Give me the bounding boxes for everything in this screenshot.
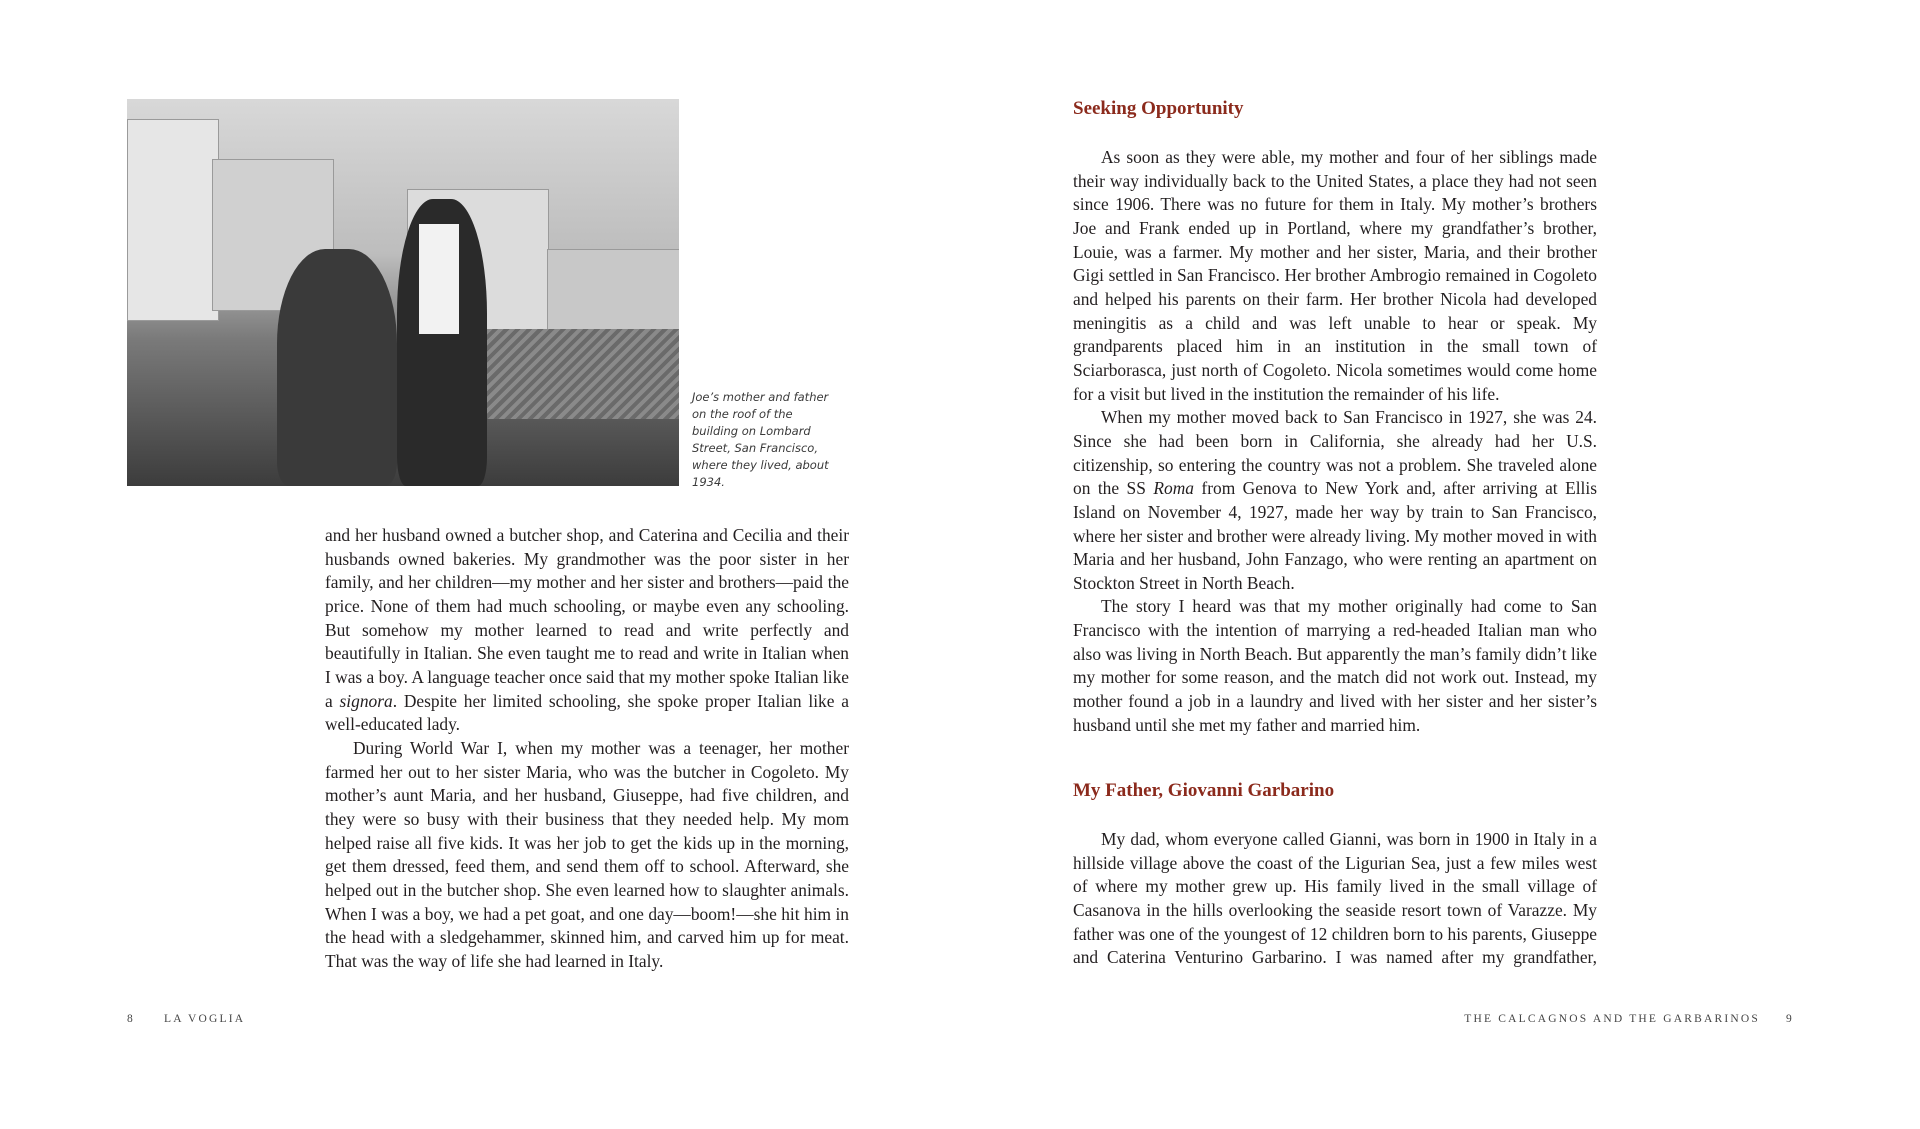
page-number: 8 <box>127 1013 135 1025</box>
running-head: LA VOGLIA <box>164 1013 246 1025</box>
right-body-text-2 <box>1073 828 1597 970</box>
running-head: THE CALCAGNOS AND THE GARBARINOS <box>1464 1013 1760 1025</box>
section-heading: Seeking Opportunity <box>1073 98 1244 119</box>
paragraph: and her husband owned a butcher shop, and Caterina and Cecilia and their husbands owned bakeries. My grandmother was the poor sister in her family, and her children—my mother and her sister and brothers—paid the price. None of them had much schooling, or maybe even any schooling. But somehow my mother learned to read and write perfectly and beautifully in Italian. She even taught me to read and write in Italian when I was a boy. A language teacher once said that my mother spoke Italian like a signora. Despite her limited schooling, she spoke proper Italian like a well-educated lady. <box>325 525 849 735</box>
paragraph: During World War I, when my mother was a teenager, her mother farmed her out to her sister Maria, who was the butcher in Cogoleto. My mother’s aunt Maria, and her husband, Giuseppe, had five children, and they were so busy with their business that they needed help. My mom helped raise all five kids. It was her job to get the kids up in the morning, get them dressed, feed them, and send them off to school. Afterward, she helped out in the butcher shop. She even learned how to slaughter animals. When I was a boy, we had a pet goat, and one day—boom!—she hit him in the head with a sledgehammer, skinned him, and carved him up for meat. That was the way of life she had learned in Italy. <box>325 737 849 971</box>
left-body-text <box>325 524 849 973</box>
section-heading: My Father, Giovanni Garbarino <box>1073 780 1335 801</box>
paragraph: My dad, whom everyone called Gianni, was born in 1900 in Italy in a hillside village above the coast of the Ligurian Sea, just a few miles west of where my mother grew up. His family lived in the small village of Casanova in the hills overlooking the seaside resort town of Varazze. My father was one of the youngest of 12 children born to his parents, Giuseppe and Caterina Venturino Garbarino. I was named after my grandfather, <box>1073 829 1597 968</box>
right-body-text-1 <box>1073 146 1597 737</box>
paragraph: When my mother moved back to San Francisco in 1927, she was 24. Since she had been born in California, she already had her U.S. citizenship, so entering the country was not a problem. She traveled alone on the SS Roma from Genova to New York and, after arriving at Ellis Island on November 4, 1927, made her way by train to San Francisco, where her sister and brother were already living. My mother moved in with Maria and her husband, John Fanzago, who were renting an apartment on Stockton Street in North Beach. <box>1073 407 1597 593</box>
page-number: 9 <box>1786 1013 1794 1025</box>
family-photo <box>127 99 679 486</box>
photo-caption: Joe’s mother and father on the roof of the building on Lombard Street, San Francisco, where they lived, about 1934. <box>692 390 829 489</box>
paragraph: The story I heard was that my mother originally had come to San Francisco with the intention of marrying a red-headed Italian man who also was living in North Beach. But apparently the man’s family didn’t like my mother for some reason, and the match did not work out. Instead, my mother found a job in a laundry and lived with her sister and her sister’s husband until she met my father and married him. <box>1073 596 1597 735</box>
paragraph: As soon as they were able, my mother and four of her siblings made their way individually back to the United States, a place they had not seen since 1906. There was no future for them in Italy. My mother’s brothers Joe and Frank ended up in Portland, where my grandfather’s brother, Louie, was a farmer. My mother and her sister, Maria, and their brother Gigi settled in San Francisco. Her brother Ambrogio remained in Cogoleto and helped his parents on their farm. Her brother Nicola had developed meningitis as a child and was left unable to hear or speak. My grandparents placed him in an institution in the small town of Sciarborasca, just north of Cogoleto. Nicola sometimes would come home for a visit but lived in the institution the remainder of his life. <box>1073 147 1597 404</box>
